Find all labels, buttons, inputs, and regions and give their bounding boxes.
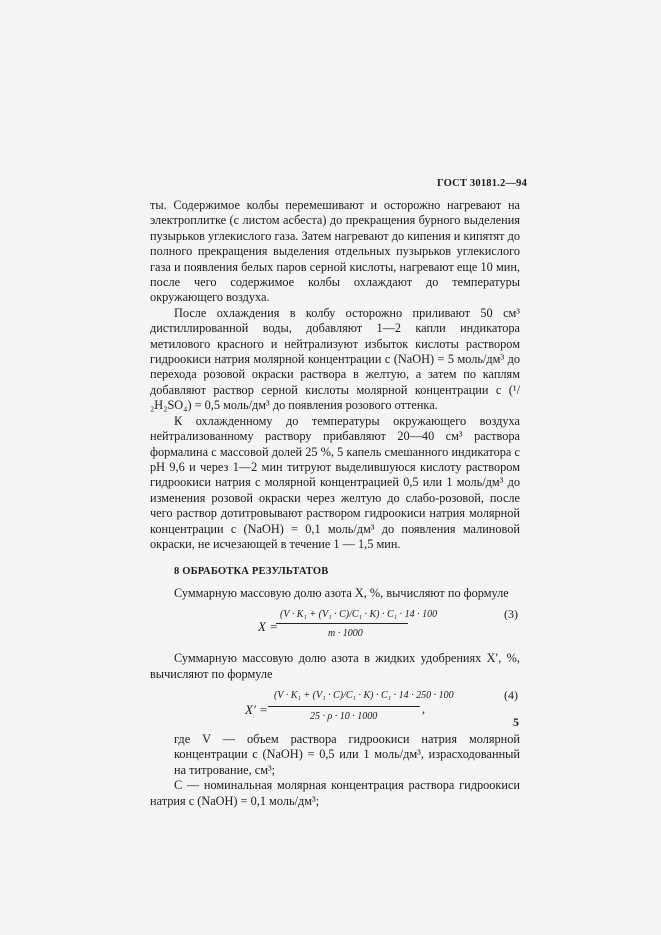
formula-4-comma: , — [422, 701, 426, 716]
formula-4-numerator: (V · K₁ + (V₁ · C)/C₁ · K) · C₁ · 14 · 250 · 100 — [274, 689, 454, 701]
paragraph-1: ты. Содержимое колбы перемешивают и осторожно нагревают на электроплитке (с листом асбеста) до прекращения бурного выделения пузырьков углекислого газа. Затем нагревают до кипения и кипятят до полного прекращения выделения отдельных пузырьков углекислого газа и появления белых паров серной кислоты, нагревают еще 10 мин, после чего содержимое колбы охлаждают до температуры окружающего воздуха. — [150, 198, 520, 305]
formula-4-number: (4) — [504, 687, 518, 702]
formula-3 — [150, 601, 520, 651]
formula-3-number: (3) — [504, 607, 518, 622]
formula-3-numerator: (V · K₁ + (V₁ · C)/C₁ · K) · C₁ · 14 · 100 — [280, 609, 438, 621]
formula-4-denominator: 25 · ρ · 10 · 1000 — [310, 710, 378, 722]
definitions — [150, 732, 520, 809]
formula-3-lhs: X = — [258, 619, 278, 635]
formula-3-denominator: m · 1000 — [328, 628, 363, 640]
fraction-bar — [268, 706, 420, 707]
definition-c: C — номинальная молярная концентрация раствора гидроокиси натрия с (NaOH) = 0,1 моль/дм³; — [150, 778, 520, 808]
paragraph-2: После охлаждения в колбу осторожно приливают 50 см³ дистиллированной воды, добавляют 1—2 капли индикатора метилового красного и нейтрализуют избыток кислоты раствором гидроокиси натрия молярной концентрации с (NaOH) = 5 моль/дм³ до перехода розовой окраски раствора в желтую, а затем по каплям добавляют раствор серной кислоты молярной концентрации с (¹/₂H₂SO₄) = 0,5 моль/дм³ до появления розового оттенка. — [150, 305, 520, 413]
formula-intro: Суммарную массовую долю азота X, %, вычисляют по формуле — [174, 585, 509, 600]
page-body — [150, 198, 520, 809]
paragraph-3: К охлажденному до температуры окружающего воздуха нейтрализованному раствору прибавляют 20—40 см³ раствора формалина с массовой долей 25 %, 5 капель смешанного индикатора с pH 9,6 и через 1—2 мин титруют выделившуюся кислоту раствором гидроокиси натрия с молярной концентрацией 0,5 или 1 моль/дм³ до изменения розовой окраски через желтую до слабо-розовой, после чего раствор дотитровывают раствором гидроокиси натрия молярной концентрации с (NaOH) = 0,1 моль/дм³ до появления малиновой окраски, не исчезающей в течение 1 — 1,5 мин. — [150, 413, 520, 551]
formula-4 — [150, 682, 520, 732]
document-code: ГОСТ 30181.2—94 — [437, 178, 528, 189]
formula-intro-liquid: Суммарную массовую долю азота в жидких удобрениях X′, %, вычисляют по формуле — [150, 651, 520, 681]
section-heading: 8 ОБРАБОТКА РЕЗУЛЬТАТОВ — [174, 566, 329, 578]
definition-v: где V — объем раствора гидроокиси натрия молярной концентрации с (NaOH) = 0,5 или 1 моль/дм³, израсходованный на титрование, см³; — [174, 731, 520, 777]
formula-4-lhs: X′ = — [245, 701, 268, 717]
page-number: 5 — [513, 715, 519, 729]
fraction-bar — [276, 623, 408, 624]
